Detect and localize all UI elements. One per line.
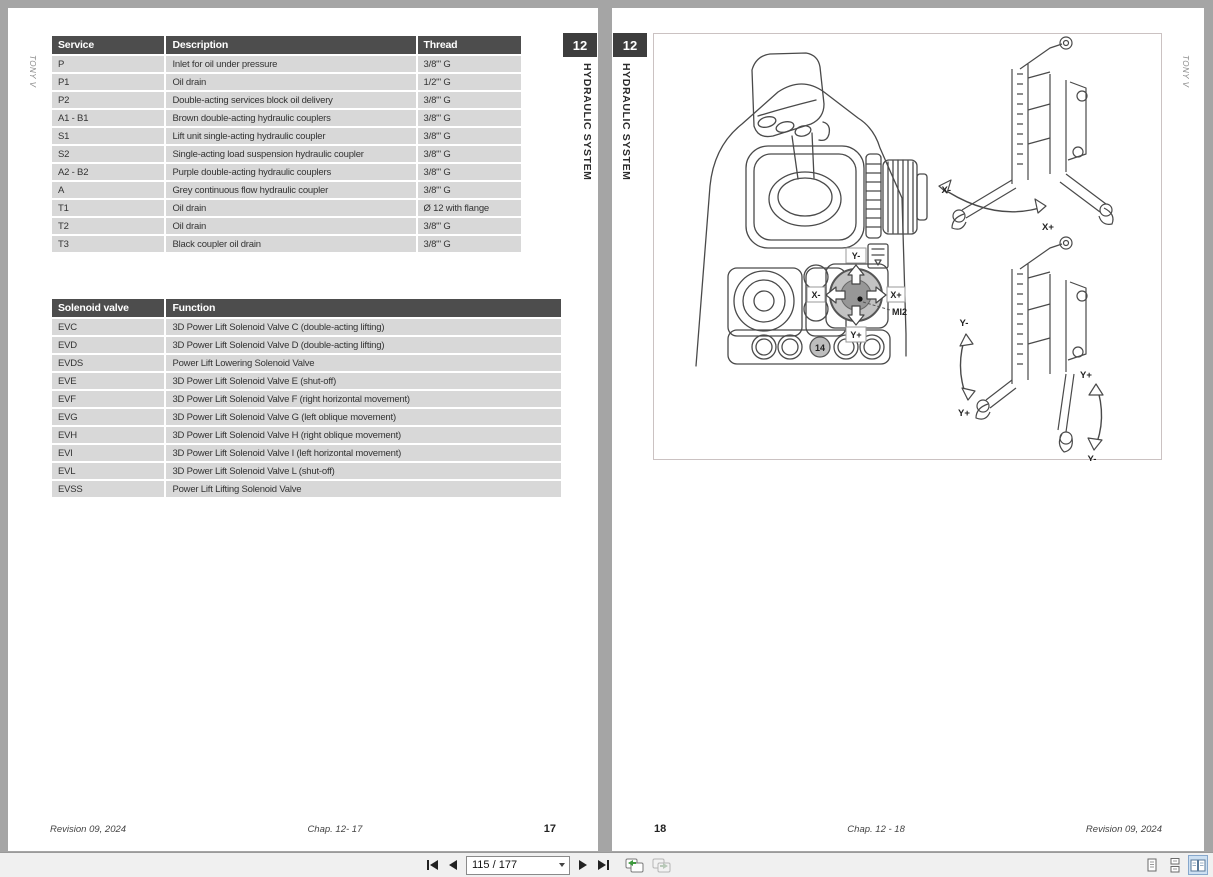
footer-chapter: Chap. 12- 17 (307, 824, 363, 835)
joystick-grip (752, 53, 824, 137)
continuous-view-icon (1168, 858, 1182, 873)
label-y-plus-left: Y+ (958, 408, 970, 419)
footer-chapter: Chap. 12 - 18 (847, 824, 905, 835)
solenoid-table (50, 297, 563, 499)
pad-label-x-plus: X+ (890, 290, 902, 300)
last-page-icon (597, 859, 611, 871)
footer-revision: Revision 09, 2024 (50, 824, 127, 835)
hitch-top (939, 37, 1113, 229)
next-view-icon (652, 858, 671, 873)
table-row: EVL 3D Power Lift Solenoid Valve L (shut-off) (51, 462, 562, 480)
facing-pages-icon (1190, 858, 1206, 873)
side-watermark: TONY V (28, 55, 37, 88)
label-y-minus-right: Y- (1087, 454, 1097, 461)
chevron-down-icon (559, 863, 565, 867)
previous-view-button[interactable] (623, 857, 645, 873)
table-row: EVI 3D Power Lift Solenoid Valve I (left horizontal movement) (51, 444, 562, 462)
page-18 (612, 8, 1204, 851)
chapter-title-vertical: HYDRAULIC SYSTEM (620, 63, 632, 181)
facing-pages-view-button[interactable] (1188, 855, 1208, 875)
page-footer (50, 823, 556, 835)
table-row: T3 Black coupler oil drain 3/8"' G (51, 235, 522, 253)
label-y-plus-right: Y+ (1080, 370, 1092, 381)
page-footer (654, 823, 1162, 835)
table-row: EVH 3D Power Lift Solenoid Valve H (right oblique movement) (51, 426, 562, 444)
table-row: A Grey continuous flow hydraulic coupler 3/8"' G (51, 181, 522, 199)
table-row: EVDS Power Lift Lowering Solenoid Valve (51, 354, 562, 372)
column-header: Thread (417, 35, 522, 55)
previous-page-button[interactable] (445, 857, 461, 873)
table-row: EVC 3D Power Lift Solenoid Valve C (double-acting lifting) (51, 318, 562, 336)
pad-label-y-plus: Y+ (850, 330, 862, 340)
column-header: Solenoid valve (51, 298, 165, 318)
label-x-plus: X+ (1042, 222, 1054, 233)
footer-page-number: 17 (543, 823, 556, 835)
hitch-bottom (960, 237, 1103, 452)
table-row: A1 - B1 Brown double-acting hydraulic couplers 3/8"' G (51, 109, 522, 127)
label-y-minus-left: Y- (959, 318, 969, 329)
chapter-number-tab: 12 (613, 33, 647, 57)
pad-label-y-minus: Y- (851, 251, 861, 261)
footer-revision: Revision 09, 2024 (1085, 824, 1162, 835)
table-row: P2 Double-acting services block oil delivery 3/8"' G (51, 91, 522, 109)
table-row: EVG 3D Power Lift Solenoid Valve G (left oblique movement) (51, 408, 562, 426)
service-table (50, 34, 523, 254)
column-header: Service (51, 35, 165, 55)
first-page-button[interactable] (424, 857, 440, 873)
first-page-icon (425, 859, 439, 871)
table-row: A2 - B2 Purple double-acting hydraulic couplers 3/8"' G (51, 163, 522, 181)
column-header: Function (165, 298, 562, 318)
chapter-title-vertical: HYDRAULIC SYSTEM (581, 63, 593, 181)
single-page-icon (1145, 858, 1159, 873)
callout-mi2: MI2 (892, 307, 908, 317)
button-14: 14 (814, 343, 826, 353)
table-row: P1 Oil drain 1/2"' G (51, 73, 522, 91)
joystick-opening (746, 146, 864, 248)
viewer-toolbar (0, 852, 1213, 877)
last-page-button[interactable] (596, 857, 612, 873)
next-page-button[interactable] (575, 857, 591, 873)
table-row: S2 Single-acting load suspension hydraulic coupler 3/8"' G (51, 145, 522, 163)
continuous-view-button[interactable] (1165, 855, 1185, 875)
page-indicator: 115 / 177 (472, 859, 518, 871)
column-header: Description (165, 35, 416, 55)
table-row: T1 Oil drain Ø 12 with flange (51, 199, 522, 217)
joystick-figure (653, 33, 1162, 460)
wheel-track (866, 154, 881, 238)
page-dropdown-arrow[interactable] (555, 857, 569, 874)
next-page-icon (578, 859, 588, 871)
view-mode-buttons (1142, 855, 1208, 875)
side-watermark: TONY V (1181, 55, 1190, 88)
chapter-number-tab: 12 (563, 33, 597, 57)
panel-left (728, 268, 802, 336)
table-row: S1 Lift unit single-acting hydraulic coupler 3/8"' G (51, 127, 522, 145)
joystick-bellows (769, 172, 841, 226)
next-view-button[interactable] (650, 857, 672, 873)
table-row: P Inlet for oil under pressure 3/8"' G (51, 55, 522, 73)
table-row: EVSS Power Lift Lifting Solenoid Valve (51, 480, 562, 498)
table-row: EVE 3D Power Lift Solenoid Valve E (shut-off) (51, 372, 562, 390)
pad-label-x-minus: X- (811, 290, 821, 300)
label-x-minus: X- (941, 185, 951, 196)
joystick-diagram-svg (654, 34, 1163, 461)
table-row: EVF 3D Power Lift Solenoid Valve F (right horizontal movement) (51, 390, 562, 408)
previous-view-icon (625, 858, 644, 873)
table-row: EVD 3D Power Lift Solenoid Valve D (double-acting lifting) (51, 336, 562, 354)
page-number-combobox[interactable] (466, 856, 570, 875)
table-row: T2 Oil drain 3/8"' G (51, 217, 522, 235)
footer-page-number: 18 (654, 823, 667, 835)
previous-page-icon (448, 859, 458, 871)
page-navigation (424, 855, 672, 875)
page-17 (8, 8, 598, 851)
single-page-view-button[interactable] (1142, 855, 1162, 875)
